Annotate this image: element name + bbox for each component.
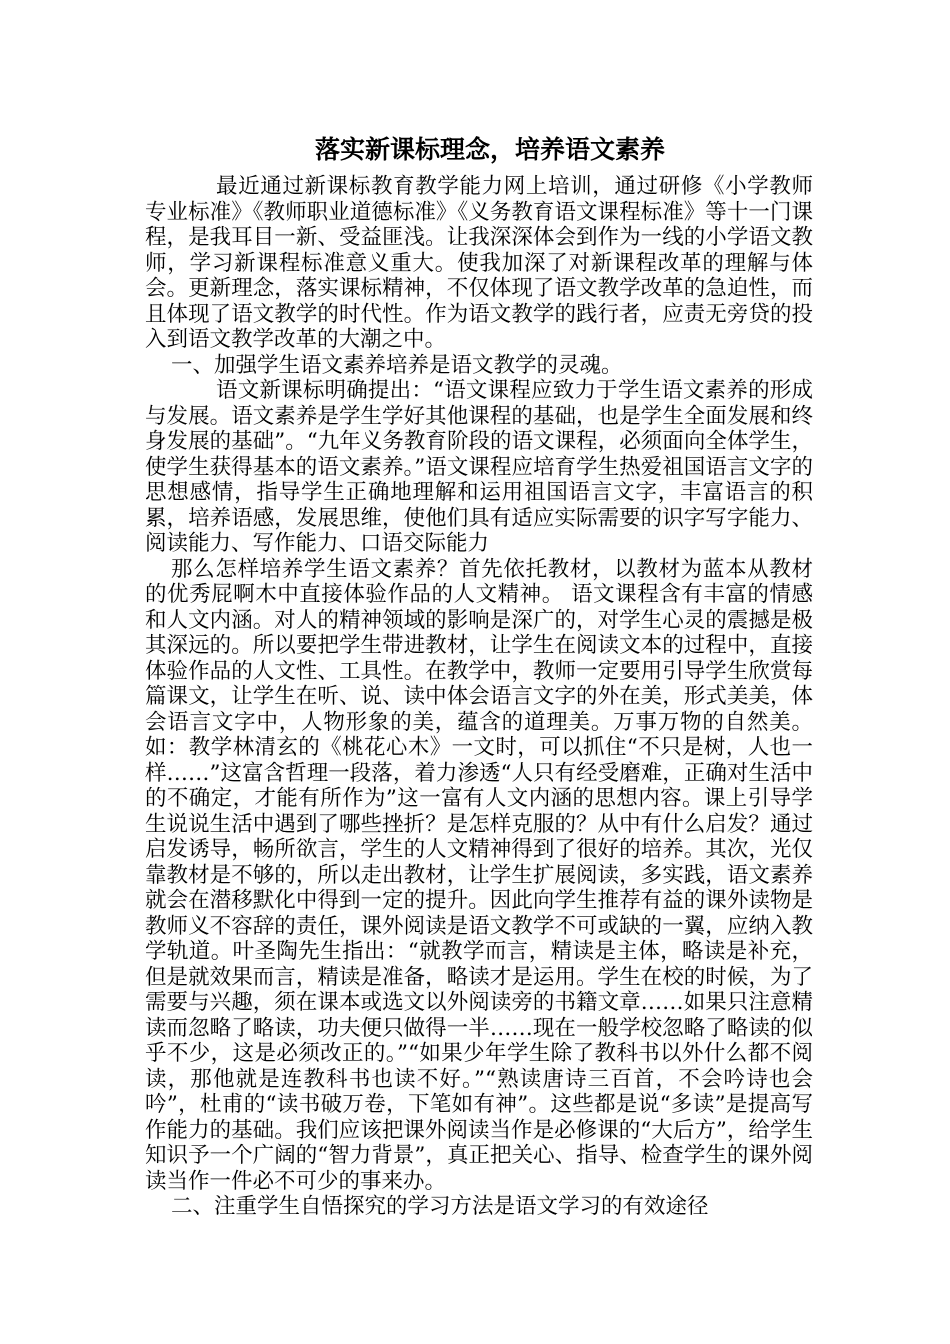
paragraph-intro: 最近通过新课标教育教学能力网上培训，通过研修《小学教师专业标准》《教师职业道德标准》《义务教育语文课程标准》等十一门课程，是我耳目一新、受益匪浅。让我深深体会到作为一线的小学语文教师，学习新课程标准意义重大。使我加深了对新课程改革的理解与体会。更新理念，落实课标精神，不仅体现了语文教学改革的急迫性，而且体现了语文教学的时代性。作为语文教学的践行者，应责无旁贷的投入到语文教学改革的大潮之中。 <box>145 174 813 352</box>
paragraph-curriculum-standard: 语文新课标明确提出：“语文课程应致力于学生语文素养的形成与发展。语文素养是学生学好其他课程的基础，也是学生全面发展和终身发展的基础”。“九年义务教育阶段的语文课程，必须面向全体学生，使学生获得基本的语文素养。”语文课程应培育学生热爱祖国语言文字的思想感情，指导学生正确地理解和运用祖国语言文字，丰富语言的积累，培养语感，发展思维，使他们具有适应实际需要的识字写字能力、阅读能力、写作能力、口语交际能力 <box>145 378 813 556</box>
document-body <box>145 174 813 1220</box>
section-heading-1: 一、加强学生语文素养培养是语文教学的灵魂。 <box>171 352 623 378</box>
section-heading-2: 二、注重学生自悟探究的学习方法是语文学习的有效途径 <box>171 1194 709 1219</box>
paragraph-how-to-cultivate: 那么怎样培养学生语文素养？首先依托教材，以教材为蓝本从教材的优秀屁啊木中直接体验作品的人文精神。 语文课程含有丰富的情感和人文内涵。对人的精神领域的影响是深广的，对学生心灵的震撼是极其深远的。所以要把学生带进教材，让学生在阅读文本的过程中，直接体验作品的人文性、工具性。在教学中，教师一定要用引导学生欣赏每篇课文，让学生在听、说、读中体会语言文字的外在美，形式美美，体会语言文字中，人物形象的美，蕴含的道理美。万事万物的自然美。如：教学林清玄的《桃花心木》一文时，可以抓住“不只是树，人也一样……”这富含哲理一段落，着力渗透“人只有经受磨难，正确对生活中的不确定，才能有所作为”这一富有人文内涵的思想内容。课上引导学生说说生活中遇到了哪些挫折？是怎样克服的？从中有什么启发？通过启发诱导，畅所欲言，学生的人文精神得到了很好的培养。其次，光仅靠教材是不够的，所以走出教材，让学生扩展阅读，多实践，语文素养就会在潜移默化中得到一定的提升。因此向学生推荐有益的课外读物是教师义不容辞的责任，课外阅读是语文教学不可或缺的一翼，应纳入教学轨道。叶圣陶先生指出：“就教学而言，精读是主体，略读是补充，但是就效果而言，精读是准备，略读才是运用。学生在校的时候，为了需要与兴趣，须在课本或选文以外阅读旁的书籍文章……如果只注意精读而忽略了略读，功夫便只做得一半……现在一般学校忽略了略读的似乎不少，这是必须改正的。”“如果少年学生除了教科书以外什么都不阅读，那他就是连教科书也读不好。”“熟读唐诗三百首，不会吟诗也会吟”，杜甫的“读书破万卷，下笔如有神”。这些都是说“多读”是提高写作能力的基础。我们应该把课外阅读当作是必修课的“大后方”，给学生知识予一个广阔的“智力背景”，真正把关心、指导、检查学生的课外阅读当作一件必不可少的事来办。 <box>145 556 813 1194</box>
document-title: 落实新课标理念，培养语文素养 <box>314 135 665 164</box>
